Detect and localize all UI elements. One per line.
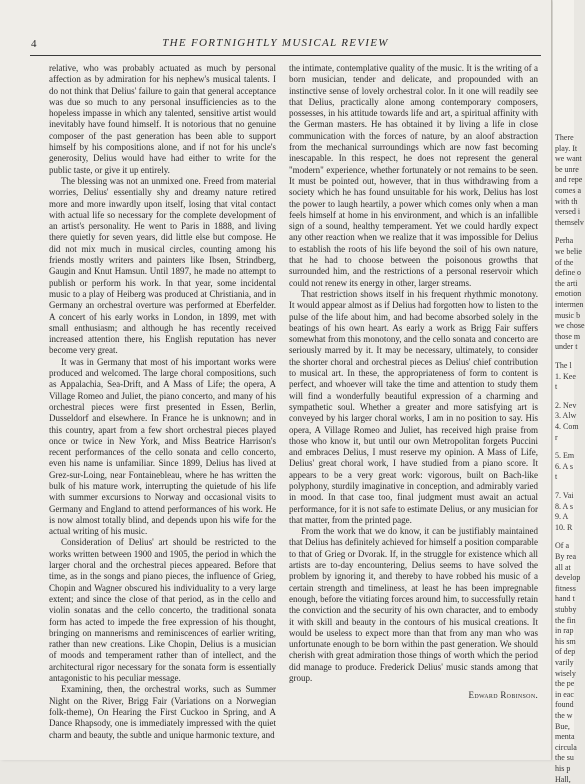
right-column [289,63,538,702]
adjacent-page-fragment: By rea [555,552,577,561]
adjacent-page-fragment: 8. A s [555,501,574,511]
adjacent-page-fragment: fitness [555,583,576,593]
adjacent-page-fragment: the su [555,753,574,763]
adjacent-page-edge [553,0,585,784]
adjacent-page-fragment: his sm [555,636,576,646]
adjacent-page-fragment: the fin [555,615,576,625]
adjacent-page-fragment: we chose [555,321,585,331]
adjacent-page-fragment: in eac [555,689,574,699]
adjacent-page-fragment: 5. Em [555,451,575,461]
paragraph: It was in Germany that most of his important works were produced and welcomed. The large choral compositions, such as Appalachia, Sea-Drift, and A Mass of Life; the opera, A Village Romeo and Juliet, the piano concerto, and many of his orchestral pieces were first presented in Essen, Berlin, Dusseldorf and elsewhere. In France he is unknown; and in this country, apart from a few short orchestral pieces played once or twice in New York, and Miss Beatrice Harrison's recent performances of the cello sonata and cello concerto, even his name is unfamiliar. Since 1899, Delius has lived at Grez-sur-Loing, near Fontainebleau, where he has written the bulk of his mature work, interrupting the quietude of his life with summer excursions to Norway and occasional visits to Germany and England to attend performances of his work. He is now almost totally blind, and depends upon his wife for the actual writing of his music. [49,356,276,537]
adjacent-page-fragment: The l [555,361,572,370]
adjacent-page-fragment: menta [555,732,575,742]
paragraph: the intimate, contemplative quality of the music. It is the writing of a born musician, tender and delicate, and propounded with an instinctive sense of lovely orchestral color. In it one will readily see that Delius, practically alone among contemporary composers, possesses, in his attitude towards life and art, a spiritual affinity with the German masters. He has obtained it by living a life in close communication with the forces of nature, by an aloof abstraction from the mechanical surroundings which are now fast becoming inescapable. In this respect, he does not represent the general "modern" experience, whether fortunately or not remains to be seen. It must be pointed out, however, that in thus withdrawing from a society which he has found unsuitable for his work, Delius has lost the power to laugh heartily, a power which comes only when a man feels himself at home in his environment, and which is an infallible sign of a sound, healthy temperament. Yet we could hardly expect any other reaction when we realize that it was impossible for Delius to establish the roots of his life beyond the soil of his own nature, that he had to choose between the poisonous growths that surrounded him, and the restrictions of a personal reservoir which could not renew its energy in other, larger streams. [289,63,538,288]
adjacent-page-fragment: 6. A s [555,461,574,471]
author-signature: Edward Robinson. [468,690,538,701]
adjacent-page-fragment: in rap [555,626,574,636]
paragraph: That restriction shows itself in his frequent rhythmic monotony. It would appear almost as if Delius had forgotten how to listen to the pulse of the life about him, and had become absorbed solely in the beatings of his own heart. As early a work as Brigg Fair suffers somewhat from this monotony, and the cello sonata and concerto are seriously marred by it. It may be necessary, ultimately, to consider the shorter choral and orchestral pieces as Delius' chief contribution to musical art. In these, the appropriateness of form to content is perfect, and whoever will take the time and attention to study them will find a wonderfully beautiful expression of a charming and sympathetic soul. Whether a greater and more satisfying art is conveyed by his larger choral works, I am in no position to say. His opera, A Village Romeo and Juliet, has received high praise from those who know it, but until our own Metropolitan forgets Puccini and embraces Delius, I must reserve my opinion. A Mass of Life, Delius' great choral work, I have studied from a piano score. It appears to be a very great work: vigorous, built on Bach-like polyphony, sturdily imaginative in conception, and admirably varied in mood. In that case too, final judgment must await an actual performance, for it is not safe to estimate Delius, or any musician for that matter, from the printed page. [289,288,538,525]
adjacent-page-fragment: stubby [555,605,577,614]
adjacent-page-fragment: found [555,700,574,710]
adjacent-page-fragment: music b [555,310,581,320]
adjacent-page-fragment: t [555,472,558,482]
adjacent-page-fragment: Bue, [555,721,570,731]
adjacent-page-fragment: under t [555,342,578,352]
adjacent-page-fragment: all at [555,562,571,572]
adjacent-page-fragment: 4. Com [555,422,579,431]
adjacent-page-fragment: hand t [555,594,575,604]
paragraph: From the work that we do know, it can be justifiably maintained that Delius has definitely achieved for himself a position comparable to that of Grieg or Dvorak. If, in the struggle for existence which all artists are to-day encountering, Delius seems to have solved the problem by ignoring it, and thereby to have robbed his music of a certain strength and timeliness, at least he has been impregnable enough, before the vitiating forces around him, to successfully retain the conviction and the security of his own character, and to embody it with skill and beauty in the contours of his musical creations. It would be useless to expect more than that from any man who was unfortunate enough to be born within the past generation. We should cherish with great admiration those things of worth which the period did manage to produce. Frederick Delius' music stands among that group. [289,526,538,684]
paragraph: The blessing was not an unmixed one. Freed from material worries, Delius' essentially shy and dreamy nature retired more and more inwardly upon itself, losing that vital contact with actual life so necessary for the complete development of an artist's personality. He went to Paris in 1888, and living there quietly for seven years, did little else but compose. He did not mix much in musical circles, counting among his friends mostly writers and painters like Ibsen, Strindberg, Gaugin and Knut Hamsun. Until 1897, he made no attempt to publish or perform his work. In that year, some incidental music to a play of Heiberg was produced at Christiania, and in Germany an orchestral overture was performed at Eberfelder. A concert of his early works in London, in 1899, met with small enthusiasm; and although he has recently received increased attention there, his English reputation has never become very great. [49,175,276,356]
page-number: 4 [31,38,37,50]
adjacent-page-fragment: develop [555,573,581,583]
adjacent-page-fragment: r [555,432,558,442]
adjacent-page-fragment: the pe [555,679,575,689]
adjacent-page-fragment: Of a [555,541,569,551]
adjacent-page-fragment: themselv [555,217,584,227]
adjacent-page-fragment: 2. Nev [555,400,577,410]
adjacent-page-fragment: Hall, [555,774,571,784]
adjacent-page-fragment: the w [555,711,573,720]
adjacent-page-fragment: comes a [555,186,581,195]
paragraph: relative, who was probably actuated as much by personal affection as by admiration for his nephew's musical talents. I do not think that Delius' failure to gain that general acceptance was due so much to any personal insufficiencies as to the hopeless impasse in which any talented, sensitive artist would inevitably have found himself. It is notorious that no genuine composer of the past generation has been able to support himself by his compositions alone, and if not for his uncle's generosity, Delius would have had either to write for the public taste, or give it up entirely. [49,63,276,175]
adjacent-page-fragment: versed i [555,207,581,217]
adjacent-page-fragment: 10. R [555,522,573,532]
adjacent-page-fragment: There [555,133,574,142]
adjacent-page-fragment: circula [555,742,577,752]
adjacent-page-fragment: his p [555,764,571,773]
adjacent-page-fragment: 1. Kee [555,371,576,381]
adjacent-page-fragment: with th [555,196,578,206]
adjacent-page-fragment: play. It [555,143,578,153]
adjacent-page-fragment: we belie [555,247,582,256]
adjacent-page-fragment: be unre [555,164,579,174]
adjacent-page-fragment: we want [555,154,582,164]
adjacent-page-fragment: intermen [555,300,584,309]
adjacent-page-fragment: of dep [555,647,576,657]
adjacent-page-fragment: of the [555,257,574,267]
paragraph: Examining, then, the orchestral works, such as Summer Night on the River, Brigg Fair (Variations on a Norwegian folk-theme), On Hearing the First Cuckoo in Spring, and A Dance Rhapsody, one is immediately impressed with the quiet charm and beauty, the subtle and unique harmonic texture, and [49,684,276,740]
left-column [49,63,276,741]
adjacent-page-fragment: define o [555,268,581,278]
adjacent-page-fragment: those m [555,331,581,341]
adjacent-page-fragment: varily [555,658,574,667]
adjacent-page-fragment: Perha [555,236,574,246]
adjacent-page-fragment: wisely [555,668,576,678]
header-rule [30,55,541,56]
adjacent-page-fragment: and repe [555,175,583,185]
adjacent-page-fragment: t [555,382,558,392]
paragraph: Consideration of Delius' art should be restricted to the works written between 1900 and 1905, the period in which the larger choral and the orchestral pieces appeared. Before that time, as in the songs and piano pieces, the influence of Grieg, Chopin and Wagner obscured his individuality to a very large extent; and since the close of that period, as in the cello and violin sonatas and the cello concerto, the traditional sonata form has acted to impede the free expression of his thought, bringing on mannerisms and reminiscences of earlier writing, rather than new creations. Like Chopin, Delius is a musician of moods and temperament rather than of intellect, and the architectural rigor necessary for the sonata form is essentially antagonistic to his peculiar message. [49,537,276,684]
adjacent-page-fragment: 7. Vai [555,491,574,500]
adjacent-page-fragment: 3. Alw [555,411,577,421]
adjacent-page-fragment: the arti [555,278,578,288]
running-title: THE FORTNIGHTLY MUSICAL REVIEW [162,37,389,49]
adjacent-page-fragment: emotion [555,289,582,299]
adjacent-page-fragment: 9. A [555,512,569,522]
